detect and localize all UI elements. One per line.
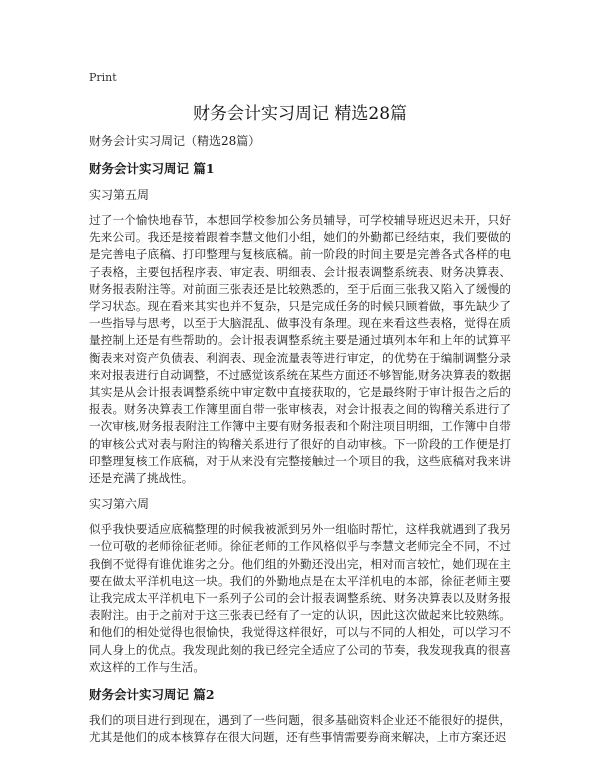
paragraph: 过了一个愉快地春节，本想回学校参加公务员辅导，可学校辅导班迟迟未开，只好先来公司。我还是接着跟着李慧文他们小组，她们的外勤都已经结束，我们要做的是完善电子底稿、打印整理与复核底稿。前一阶段的时间主要是完善各式各样的电子表格，主要包括程序表、审定表、明细表、会计报表调整系统表、财务决算表、财务报表附注等。对前面三张表还是比较熟悉的，至于后面三张我又陷入了缓慢的学习状态。现在看来其实也并不复杂，只是完成任务的时候只顾着做，事先缺少了一些指导与思考，以至于大脑混乱、做事没有条理。现在来看这些表格，觉得在质量控制上还是有些帮助的。会计报表调整系统主要是通过填列本年和上年的试算平衡表来对资产负债表、利润表、现金流量表等进行审定，的优势在于编制调整分录来对报表进行自动调整，不过感觉该系统在某些方面还不够智能,财务决算表的数据其实是从会计报表调整系统中审定数中直接获取的，它是最终附于审计报告之后的报表。财务决算表工作簿里面自带一张审核表，对会计报表之间的钩稽关系进行了一次审核,财务报表附注工作簿中主要有财务报表和个附注项目明细，工作簿中自带的审核公式对表与附注的钩稽关系进行了很好的自动审核。下一阶段的工作便是打印整理复核工作底稿，对于从来没有完整接触过一个项目的我，这些底稿对我来讲还是充满了挑战性。	[89, 213, 511, 486]
paragraph: 我们的项目进行到现在，遇到了一些问题，很多基础资料企业还不能很好的提供，尤其是他们的成本核算存在很大问题，还有些事情需要券商来解决，上市方案还迟	[89, 713, 511, 745]
week-label: 实习第五周	[89, 188, 150, 202]
section-heading: 财务会计实习周记 篇2	[89, 687, 215, 703]
section-1	[89, 160, 511, 676]
document-body	[89, 132, 511, 754]
document-title: 财务会计实习周记 精选28篇	[192, 104, 408, 124]
section-2	[89, 686, 511, 746]
paragraph: 似乎我快要适应底稿整理的时候我被派到另外一组临时帮忙，这样我就遇到了我另一位可敬的老师徐征老师。徐征老师的工作风格似乎与李慧文老师完全不同，不过我倒不觉得有谁优谁劣之分。他们组的外勤还没出完，相对而言较忙，她们现在主要在做太平洋机电这一块。我们的外勤地点是在太平洋机电的本部，徐征老师主要让我完成太平洋机电下一系列子公司的会计报表调整系统、财务决算表以及财务报表附注。由于之前对于这三张表已经有了一定的认识，因此这次做起来比较熟练。和他们的相处觉得也很愉快，我觉得这样很好，可以与不同的人相处，可以学习不同人身上的优点。我发现此刻的我已经完全适应了公司的节奏，我发现我真的很喜欢这样的工作与生活。	[89, 522, 511, 674]
print-label: Print	[89, 71, 117, 84]
section-heading: 财务会计实习周记 篇1	[89, 161, 215, 176]
document-subtitle: 财务会计实习周记（精选28篇）	[89, 134, 261, 148]
week-label: 实习第六周	[89, 497, 150, 512]
